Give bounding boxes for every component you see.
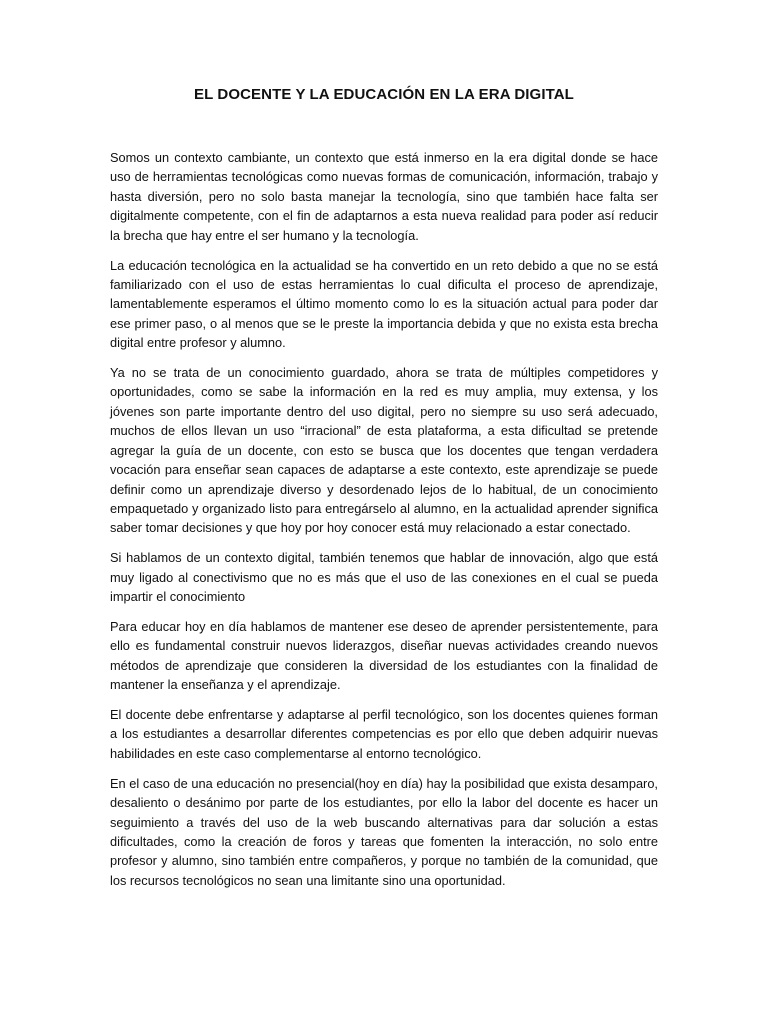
paragraph-6: El docente debe enfrentarse y adaptarse al perfil tecnológico, son los docentes quienes forman a los estudiantes a desarrollar diferentes competencias es por ello que deben adquirir nuevas habilidades en este caso complementarse al entorno tecnológico. — [110, 707, 658, 761]
document-title: EL DOCENTE Y LA EDUCACIÓN EN LA ERA DIGITAL — [194, 86, 574, 103]
document-body — [110, 148, 658, 901]
paragraph-5: Para educar hoy en día hablamos de mantener ese deseo de aprender persistentemente, para ello es fundamental construir nuevos liderazgos, diseñar nuevas actividades creando nuevos métodos de aprendizaje que consideren la diversidad de los estudiantes con la finalidad de mantener la enseñanza y el aprendizaje. — [110, 618, 658, 693]
paragraph-1: Somos un contexto cambiante, un contexto que está inmerso en la era digital donde se hace uso de herramientas tecnológicas como nuevas formas de comunicación, información, trabajo y hasta diversión, pero no solo basta manejar la tecnología, sino que también hace falta ser digitalmente competente, con el fin de adaptarnos a esta nueva realidad para poder así reducir la brecha que hay entre el ser humano y la tecnología. — [110, 150, 658, 243]
paragraph-7: En el caso de una educación no presencial(hoy en día) hay la posibilidad que exista desamparo, desaliento o desánimo por parte de los estudiantes, por ello la labor del docente es hacer un seguimiento a través del uso de la web buscando alternativas para dar solución a estas dificultades, como la creación de foros y tareas que fomenten la interacción, no solo entre profesor y alumno, sino también entre compañeros, y porque no también de la comunidad, que los recursos tecnológicos no sean una limitante sino una oportunidad. — [110, 775, 658, 888]
paragraph-4: Si hablamos de un contexto digital, también tenemos que hablar de innovación, algo que está muy ligado al conectivismo que no es más que el uso de las conexiones en el cual se pueda impartir el conocimiento — [110, 550, 658, 605]
paragraph-2: La educación tecnológica en la actualidad se ha convertido en un reto debido a que no se está familiarizado con el uso de estas herramientas lo cual dificulta el proceso de aprendizaje, lamentablemente esperamos el último momento como lo es la situación actual para poder dar ese primer paso, o al menos que se le preste la importancia debida y que no exista esta brecha digital entre profesor y alumno. — [110, 257, 658, 351]
paragraph-3: Ya no se trata de un conocimiento guardado, ahora se trata de múltiples competidores y oportunidades, como se sabe la información en la red es muy amplia, muy extensa, y los jóvenes son parte importante dentro del uso digital, pero no siempre su uso será adecuado, muchos de ellos llevan un uso “irracional” de esta plataforma, a esta dificultad se pretende agregar la guía de un docente, con esto se busca que los docentes que tengan verdadera vocación para enseñar sean capaces de adaptarse a este contexto, este aprendizaje se puede definir como un aprendizaje diverso y desordenado lejos de lo habitual, de un conocimiento empaquetado y organizado listo para entregárselo al alumno, en la actualidad aprender significa saber tomar decisiones y que hoy por hoy conocer está muy relacionado a estar conectado. — [110, 365, 658, 536]
